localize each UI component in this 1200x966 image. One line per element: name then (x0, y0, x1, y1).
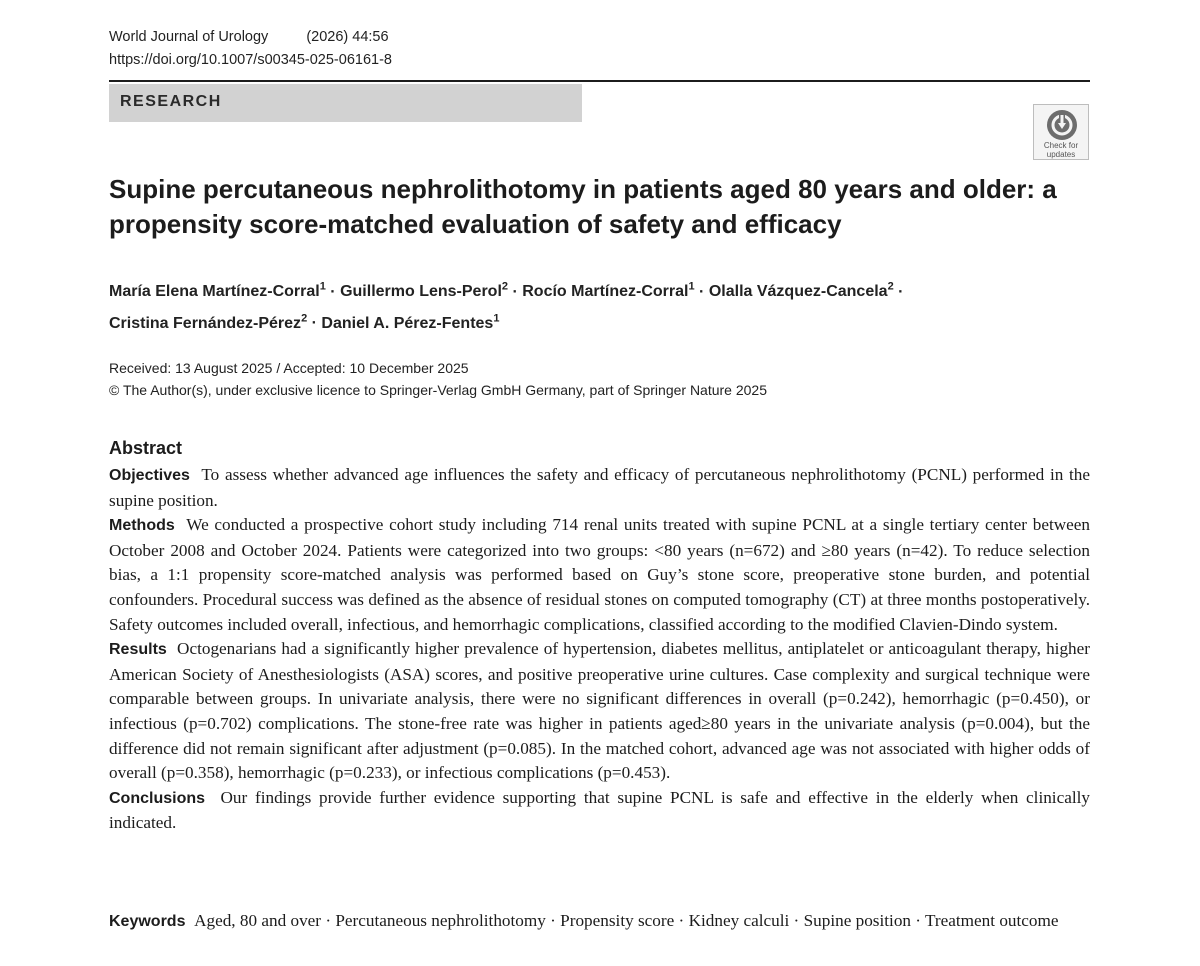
section-banner (109, 84, 582, 122)
author-list: María Elena Martínez-Corral$^1$ · Guillermo Lens-Perol$^2$ · Rocío Martínez-Corral$^1$ · Olalla Vázquez-Cancela$^2$ · Cristina Fernández-Pérez$^2$ · Daniel A. Pérez-Fentes$^1$ (109, 281, 904, 332)
objectives-label: Objectives (109, 467, 190, 484)
author[interactable]: Guillermo Lens-Perol$^2$ (340, 281, 509, 301)
received-accepted-dates: Received: 13 August 2025 / Accepted: 10 December 2025 (109, 360, 469, 376)
journal-name: World Journal of Urology (109, 29, 269, 45)
results-label: Results (109, 641, 167, 659)
journal-volume: (2026) 44:56 (306, 29, 389, 45)
author[interactable]: Cristina Fernández-Pérez$^2$ (109, 312, 308, 332)
check-for-updates-label: Check for updates (1043, 141, 1079, 159)
abstract-results (109, 637, 1090, 786)
check-for-updates-badge[interactable] (1033, 104, 1089, 160)
methods-label: Methods (109, 517, 175, 535)
keywords-text: Aged, 80 and over · Percutaneous nephrolithotomy · Propensity score · Kidney calculi · Supine position · Treatment outcome (194, 911, 1059, 930)
keywords-label: Keywords (109, 913, 186, 930)
section-label: RESEARCH (120, 93, 222, 110)
abstract-heading: Abstract (109, 438, 183, 458)
keywords (109, 909, 1090, 935)
author[interactable]: María Elena Martínez-Corral$^1$ (109, 281, 326, 301)
methods-text: We conducted a prospective cohort study including 714 renal units treated with supine PCNL at a single tertiary center between October 2008 and October 2024. Patients were categorized into two groups: <80 years (n=672) and ≥80 years (n=42). To reduce selection bias, a 1:1 propensity score-matched analysis was performed based on Guy’s stone score, preoperative stone burden, and potential confounders. Procedural success was defined as the absence of residual stones on computed tomography (CT) at three months postoperatively. Safety outcomes included overall, infectious, and hemorrhagic complications, classified according to the modified Clavien-Dindo system. (109, 515, 1090, 634)
author[interactable]: Daniel A. Pérez-Fentes$^1$ (321, 312, 500, 332)
conclusions-label: Conclusions (109, 789, 206, 807)
journal-citation (109, 29, 389, 45)
header-rule (109, 80, 1090, 82)
article-title: Supine percutaneous nephrolithotomy in patients aged 80 years and older: a propensity score-matched evaluation of safety and efficacy (109, 174, 1057, 239)
doi-link[interactable]: https://doi.org/10.1007/s00345-025-06161-8 (109, 52, 392, 68)
results-text: Octogenarians had a significantly higher prevalence of hypertension, diabetes mellitus, antiplatelet or anticoagulant therapy, higher American Society of Anesthesiologists (ASA) scores, and positive preoperative urine cultures. Case complexity and surgical technique were comparable between groups. In univariate analysis, there were no significant differences in overall (p=0.242), hemorrhagic (p=0.450), or infectious (p=0.702) complications. The stone-free rate was higher in patients aged≥80 years in the univariate analysis (p=0.004), but the difference did not remain significant after adjustment (p=0.085). In the matched cohort, advanced age was not associated with higher odds of overall (p=0.358), hemorrhagic (p=0.233), or infectious complications (p=0.453). (109, 639, 1090, 783)
abstract-conclusions (109, 786, 1090, 836)
author[interactable]: Rocío Martínez-Corral$^1$ (522, 281, 695, 301)
conclusions-text: Our findings provide further evidence supporting that supine PCNL is safe and effective in the elderly when clinically indicated. (109, 787, 1090, 833)
objectives-text: To assess whether advanced age influences the safety and efficacy of percutaneous nephrolithotomy (PCNL) performed in the supine position. (109, 465, 1091, 510)
copyright-notice: © The Author(s), under exclusive licence to Springer-Verlag GmbH Germany, part of Springer Nature 2025 (109, 382, 767, 398)
check-for-updates-icon (1046, 109, 1078, 141)
abstract-methods (109, 513, 1090, 637)
abstract-objectives (109, 463, 1090, 513)
author[interactable]: Olalla Vázquez-Cancela$^2$ (708, 281, 894, 301)
abstract-body (109, 463, 1090, 836)
